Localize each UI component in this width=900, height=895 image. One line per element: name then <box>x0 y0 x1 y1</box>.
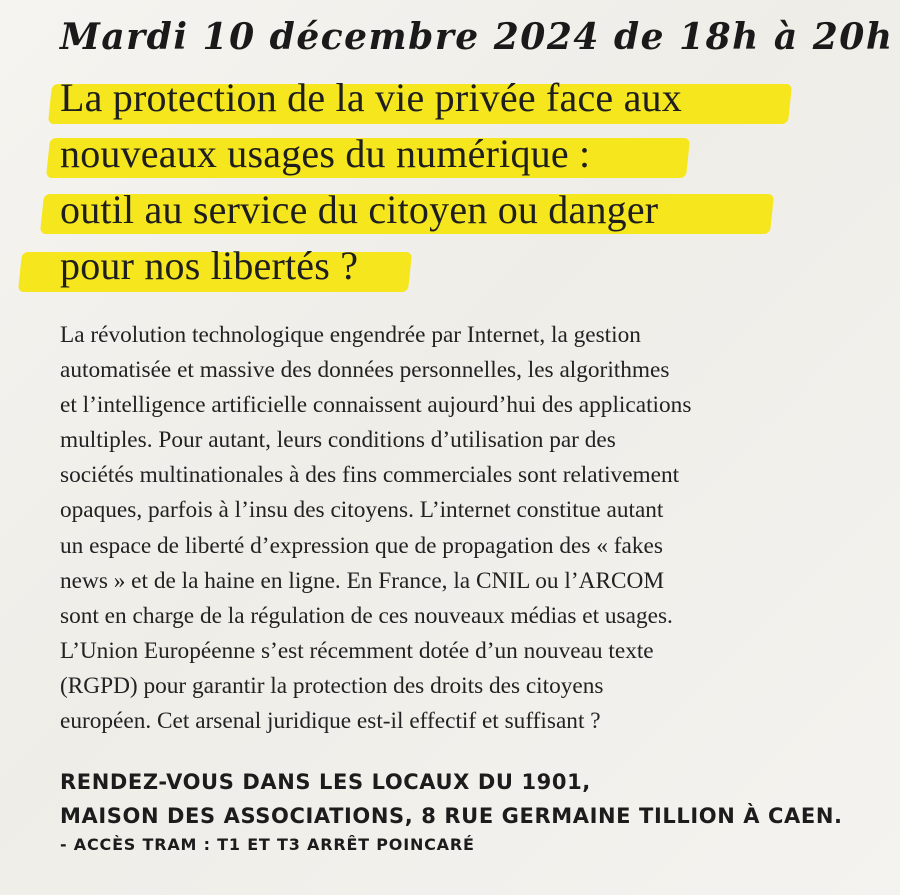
title-text: outil au service du citoyen ou danger <box>60 187 659 232</box>
title-text: pour nos libertés ? <box>60 243 359 288</box>
description-line: sociétés multinationales à des fins commerciales sont relativement <box>60 462 680 489</box>
description-line: La révolution technologique engendrée par Internet, la gestion <box>60 322 641 348</box>
title-line-4 <box>20 238 880 294</box>
description-line: un espace de liberté d’expression que de propagation des « fakes <box>60 532 663 559</box>
venue-line-2: MAISON DES ASSOCIATIONS, 8 RUE GERMAINE TILLION À CAEN. <box>60 804 843 828</box>
description-line: L’Union Européenne s’est récemment dotée d’un nouveau texte <box>60 637 654 664</box>
description-line: opaques, parfois à l’insu des citoyens. L’internet constitue autant <box>60 497 664 524</box>
title-text: La protection de la vie privée face aux <box>60 75 682 120</box>
title-block <box>20 70 880 294</box>
event-date: Mardi 10 décembre 2024 de 18h à 20h <box>60 16 894 58</box>
title-line-1 <box>20 70 880 126</box>
description-line: européen. Cet arsenal juridique est-il effectif et suffisant ? <box>60 708 601 735</box>
description-paragraph <box>60 318 870 739</box>
description-line: (RGPD) pour garantir la protection des droits des citoyens <box>60 672 604 699</box>
description-line: sont en charge de la régulation de ces nouveaux médias et usages. <box>60 602 673 629</box>
description-line: automatisée et massive des données personnelles, les algorithmes <box>60 357 670 384</box>
description-line: multiples. Pour autant, leurs conditions d’utilisation par des <box>60 427 616 454</box>
description-line: et l’intelligence artificielle connaissent aujourd’hui des applications <box>60 392 692 419</box>
venue-info <box>60 765 843 857</box>
description-line: news » et de la haine en ligne. En France, la CNIL ou l’ARCOM <box>60 567 665 594</box>
tram-access: - ACCÈS TRAM : T1 ET T3 ARRÊT POINCARÉ <box>60 835 475 854</box>
venue-line-1: RENDEZ-VOUS DANS LES LOCAUX DU 1901, <box>60 770 591 794</box>
title-line-2 <box>20 126 880 182</box>
title-line-3 <box>20 182 880 238</box>
title-text: nouveaux usages du numérique : <box>60 131 591 176</box>
